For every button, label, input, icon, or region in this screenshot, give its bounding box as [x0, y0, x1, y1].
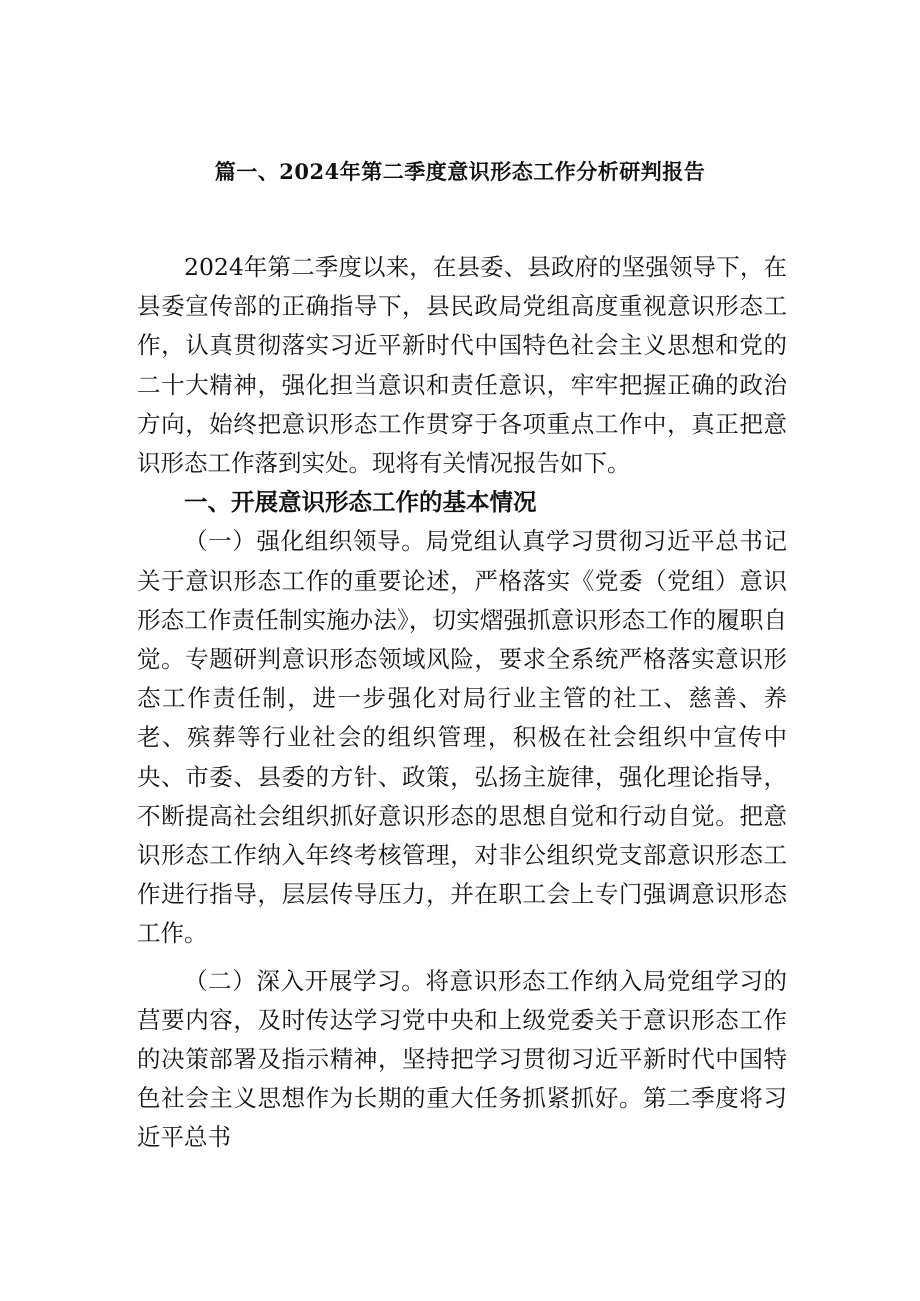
paragraph-gap	[137, 954, 787, 962]
document-body	[137, 248, 787, 1158]
intro-paragraph: 2024年第二季度以来，在县委、县政府的坚强领导下，在县委宣传部的正确指导下，县民政局党组高度重视意识形态工作，认真贯彻落实习近平新时代中国特色社会主义思想和党的二十大精神，强化担当意识和责任意识，牢牢把握正确的政治方向，始终把意识形态工作贯穿于各项重点工作中，真正把意识形态工作落到实处。现将有关情况报告如下。	[137, 253, 787, 478]
paragraph-study: （二）深入开展学习。将意识形态工作纳入局党组学习的莒要内容，及时传达学习党中央和上级党委关于意识形态工作的决策部署及指示精神，坚持把学习贯彻习近平新时代中国特色社会主义思想作为长期的重大任务抓紧抓好。第二季度将习近平总书	[137, 966, 787, 1152]
document-title: 篇一、2024年第二季度意识形态工作分析研判报告	[214, 159, 706, 184]
section-heading: 一、开展意识形态工作的基本情况	[184, 488, 537, 517]
paragraph-organization-leadership: （一）强化组织领导。局党组认真学习贯彻习近平总书记关于意识形态工作的重要论述，严格落实《党委（党组）意识形态工作责任制实施办法》，切实熠强抓意识形态工作的履职自觉。专题研判意识形态领域风险，要求全系统严格落实意识形态工作责任制，进一步强化对局行业主管的社工、慈善、养老、殡葬等行业社会的组织管理，积极在社会组织中宣传中央、市委、县委的方针、政策，弘扬主旋律，强化理论指导，不断提高社会组织抓好意识形态的思想自觉和行动自觉。把意识形态工作纳入年终考核管理，对非公组织党支部意识形态工作进行指导，层层传导压力，并在职工会上专门强调意识形态工作。	[137, 527, 787, 948]
